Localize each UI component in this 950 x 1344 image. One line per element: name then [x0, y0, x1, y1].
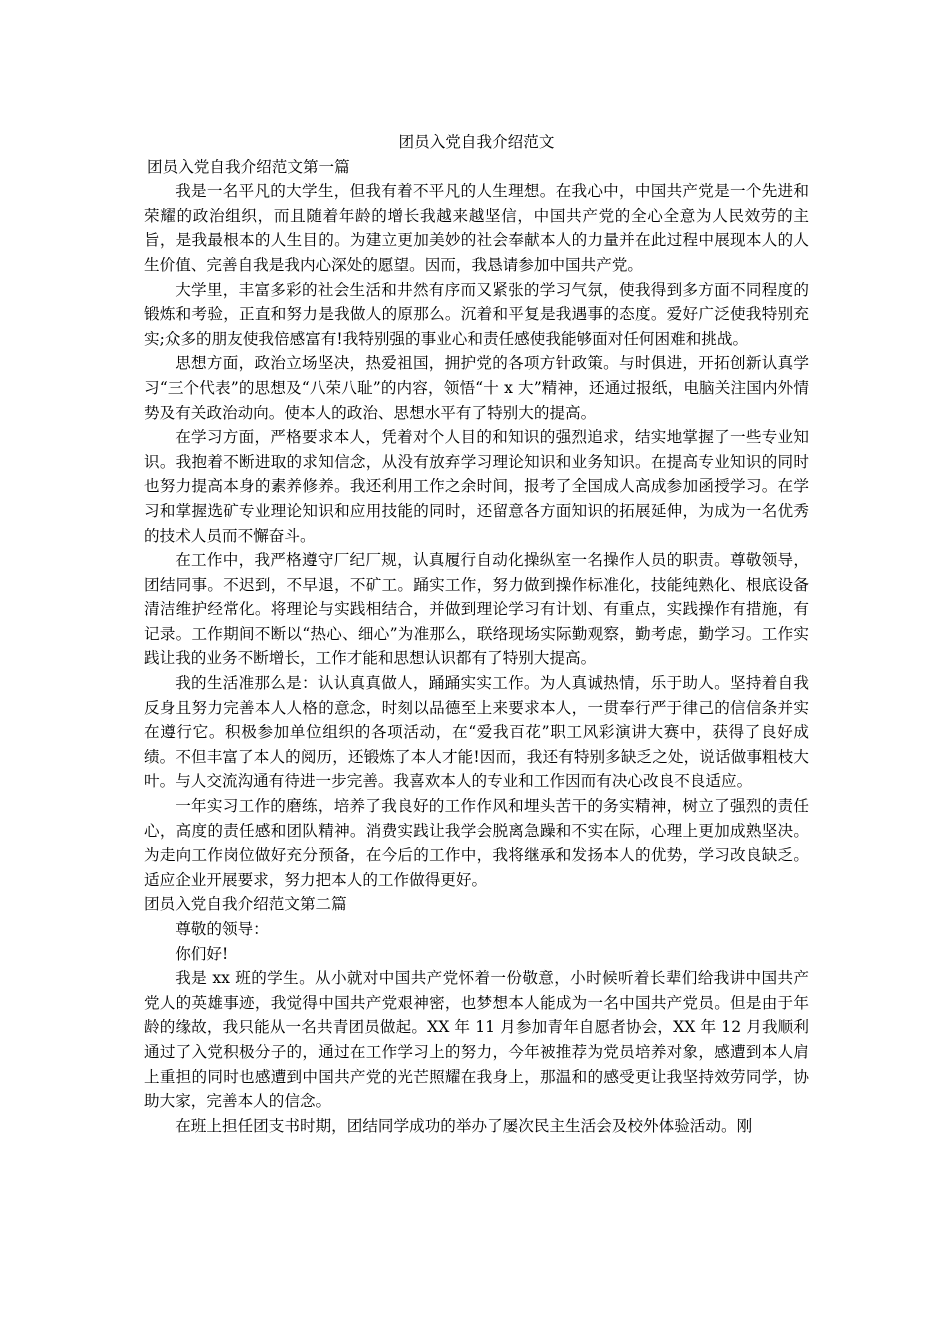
- section-1-heading: 团员入党自我介绍范文第一篇: [147, 157, 350, 176]
- section-2-paragraph: 我是 xx 班的学生。从小就对中国共产党怀着一份敬意，小时候听着长辈们给我讲中国共产党人的英雄事迹，我觉得中国共产党艰神密，也梦想本人能成为一名中国共产党员。但是由于年龄的缘故，我只能从一名共青团员做起。XX 年 11 月参加青年自愿者协会，XX 年 12 月我顺利通过了入党积极分子的，通过在工作学习上的努力，今年被推荐为党员培养对象，感遭到本人肩上重担的同时也感遭到中国共产党的光芒照耀在我身上，那温和的感受更让我坚持效劳同学，协助大家，完善本人的信念。: [144, 969, 809, 1111]
- salutation: 尊敬的领导：: [175, 920, 269, 938]
- section-1-paragraph: 我的生活准那么是：认认真真做人，踊踊实实工作。为人真诚热情，乐于助人。坚持着自我反身且努力完善本人人格的意念，时刻以品德至上来要求本人，一贯奉行严于律己的信信条并实在遵行它。积极参加单位组织的各项活动，在“爱我百花”职工风彩演讲大赛中，获得了良好成绩。不但丰富了本人的阅历，还锻炼了本人才能!因而，我还有特别多缺乏之处，说话做事粗枝大叶。与人交流沟通有待进一步完善。我喜欢本人的专业和工作因而有决心改良不良适应。: [144, 674, 809, 791]
- document-title: 团员入党自我介绍范文: [398, 133, 555, 151]
- section-2-heading: 团员入党自我介绍范文第二篇: [144, 895, 347, 914]
- section-1-paragraph: 思想方面，政治立场坚决，热爱祖国，拥护党的各项方针政策。与时俱进，开拓创新认真学习“三个代表”的思想及“八荣八耻”的内容，领悟“十 x 大”精神，还通过报纸，电脑关注国内外情势及有关政治动向。使本人的政治、思想水平有了特别大的提高。: [144, 354, 809, 422]
- section-1-paragraph: 一年实习工作的磨练，培养了我良好的工作作风和埋头苦干的务实精神，树立了强烈的责任心，高度的责任感和团队精神。消费实践让我学会脱离急躁和不实在际，心理上更加成熟坚决。为走向工作岗位做好充分预备，在今后的工作中，我将继承和发扬本人的优势，学习改良缺乏。适应企业开展要求，努力把本人的工作做得更好。: [144, 797, 809, 889]
- greeting: 你们好!: [175, 944, 229, 963]
- section-1-paragraph: 在工作中，我严格遵守厂纪厂规，认真履行自动化操纵室一名操作人员的职责。尊敬领导，团结同事。不迟到，不早退，不矿工。踊实工作，努力做到操作标准化，技能纯熟化、根底设备清洁维护经常化。将理论与实践相结合，并做到理论学习有计划、有重点，实践操作有措施，有记录。工作期间不断以“热心、细心”为准那么，联络现场实际勤观察，勤考虑，勤学习。工作实践让我的业务不断增长，工作才能和思想认识都有了特别大提高。: [144, 551, 809, 668]
- document-page: [144, 130, 809, 1138]
- section-1-paragraph: 在学习方面，严格要求本人，凭着对个人目的和知识的强烈追求，结实地掌握了一些专业知识。我抱着不断进取的求知信念，从没有放弃学习理论知识和业务知识。在提高专业知识的同时也努力提高本身的素养修养。我还利用工作之余时间，报考了全国成人高成参加函授学习。在学习和掌握选矿专业理论知识和应用技能的同时，还留意各方面知识的拓展延伸，为成为一名优秀的技术人员而不懈奋斗。: [144, 428, 809, 545]
- section-2-paragraph: 在班上担任团支书时期，团结同学成功的举办了屡次民主生活会及校外体验活动。刚: [175, 1116, 753, 1135]
- section-1-paragraph: 大学里，丰富多彩的社会生活和井然有序而又紧张的学习气氛，使我得到多方面不同程度的锻炼和考验，正直和努力是我做人的原那么。沉着和平复是我遇事的态度。爱好广泛使我特别充实;众多的朋友使我倍感富有!我特别强的事业心和责任感使我能够面对任何困难和挑战。: [144, 280, 809, 348]
- section-1-paragraph: 我是一名平凡的大学生，但我有着不平凡的人生理想。在我心中，中国共产党是一个先进和荣耀的政治组织，而且随着年龄的增长我越来越坚信，中国共产党的全心全意为人民效劳的主旨，是我最根本的人生目的。为建立更加美妙的社会奉献本人的力量并在此过程中展现本人的人生价值、完善自我是我内心深处的愿望。因而，我恳请参加中国共产党。: [144, 182, 809, 274]
